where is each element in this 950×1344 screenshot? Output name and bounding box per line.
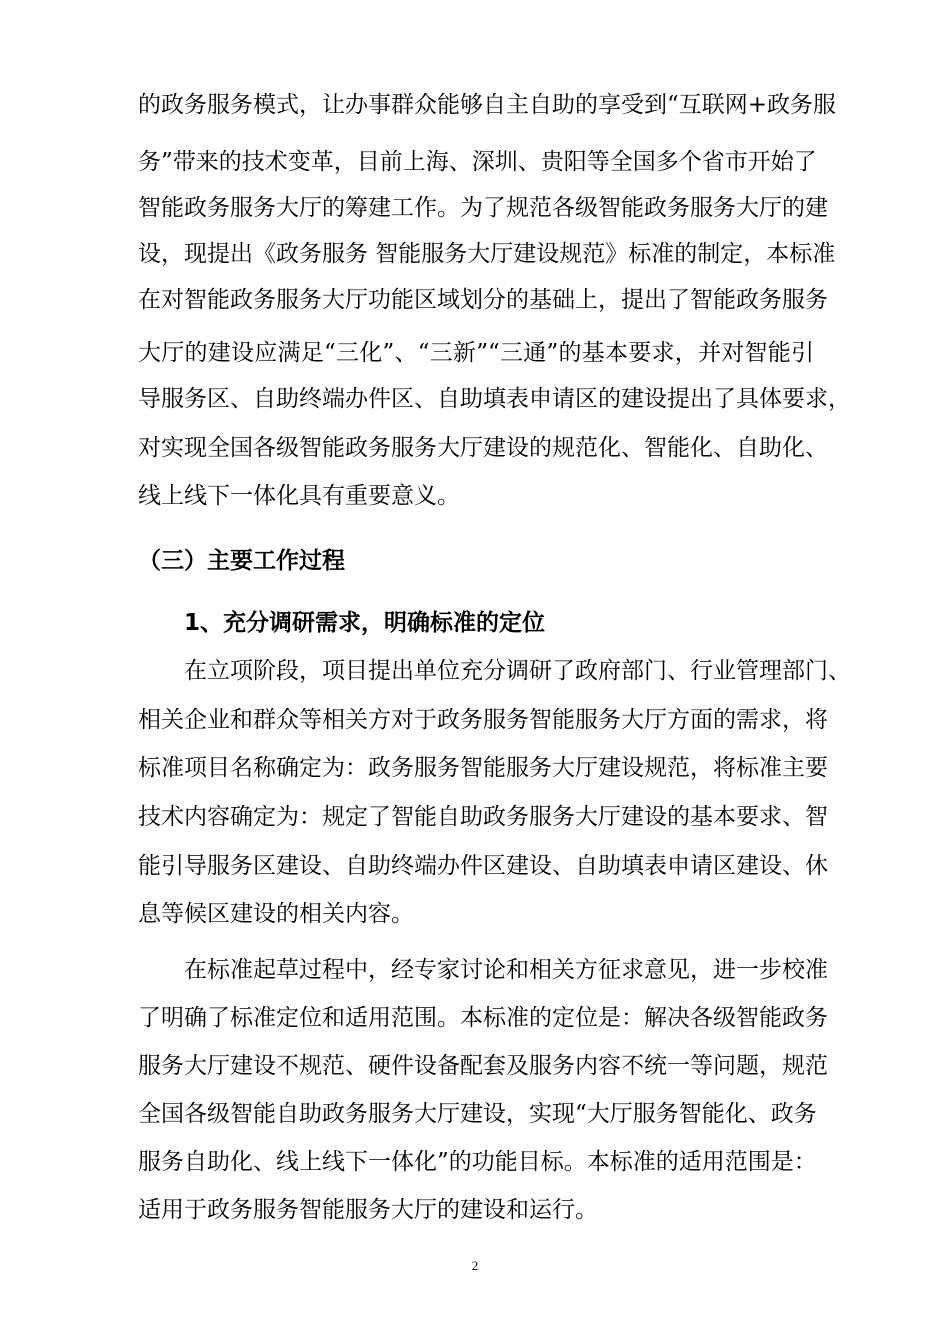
paragraph-1-line: 线上线下一体化具有重要意义。: [138, 483, 460, 509]
page-number: 2: [471, 1258, 479, 1273]
paragraph-1-line: 设，现提出《政务服务 智能服务大厅建设规范》标准的制定，本标准: [138, 241, 836, 267]
paragraph-3-line: 服务大厅建设不规范、硬件设备配套及服务内容不统一等问题，规范: [138, 1053, 828, 1079]
paragraph-3-line: 适用于政务服务智能服务大厅的建设和运行。: [138, 1197, 598, 1223]
paragraph-2-line: 标准项目名称确定为：政务服务智能服务大厅建设规范，将标准主要: [138, 755, 828, 781]
paragraph-2-line: 技术内容确定为：规定了智能自助政务服务大厅建设的基本要求、智: [138, 804, 828, 830]
paragraph-1-line: 导服务区、自助终端办件区、自助填表申请区的建设提出了具体要求，: [138, 386, 851, 412]
paragraph-2-line: 能引导服务区建设、自助终端办件区建设、自助填表申请区建设、休: [138, 853, 828, 879]
paragraph-2-line: 息等候区建设的相关内容。: [138, 901, 414, 927]
paragraph-1-line: 对实现全国各级智能政务服务大厅建设的规范化、智能化、自助化、: [138, 435, 828, 461]
paragraph-3-line: 全国各级智能自助政务服务大厅建设，实现“大厅服务智能化、政务: [138, 1101, 817, 1127]
paragraph-1-line: 的政务服务模式，让办事群众能够自主自助的享受到“互联网+政务服: [138, 92, 837, 118]
paragraph-1-line: 智能政务服务大厅的筹建工作。为了规范各级智能政务服务大厅的建: [138, 195, 828, 221]
paragraph-3-line: 了明确了标准定位和适用范围。本标准的定位是：解决各级智能政务: [138, 1005, 828, 1031]
paragraph-1-line: 务”带来的技术变革，目前上海、深圳、贵阳等全国多个省市开始了: [138, 149, 817, 175]
paragraph-2-line: 相关企业和群众等相关方对于政务服务智能服务大厅方面的需求，将: [138, 707, 828, 733]
paragraph-3-line: 服务自助化、线上线下一体化”的功能目标。本标准的适用范围是：: [138, 1149, 817, 1175]
paragraph-1-line: 大厅的建设应满足“三化”、“三新”“三通”的基本要求，并对智能引: [138, 340, 814, 366]
subsection-heading: 1、充分调研需求，明确标准的定位: [184, 610, 546, 636]
paragraph-3-line: 在标准起草过程中，经专家讨论和相关方征求意见，进一步校准: [184, 957, 828, 983]
section-heading: （三）主要工作过程: [138, 548, 345, 574]
paragraph-1-line: 在对智能政务服务大厅功能区域划分的基础上，提出了智能政务服务: [138, 287, 828, 313]
paragraph-2-line: 在立项阶段，项目提出单位充分调研了政府部门、行业管理部门、: [184, 658, 851, 684]
